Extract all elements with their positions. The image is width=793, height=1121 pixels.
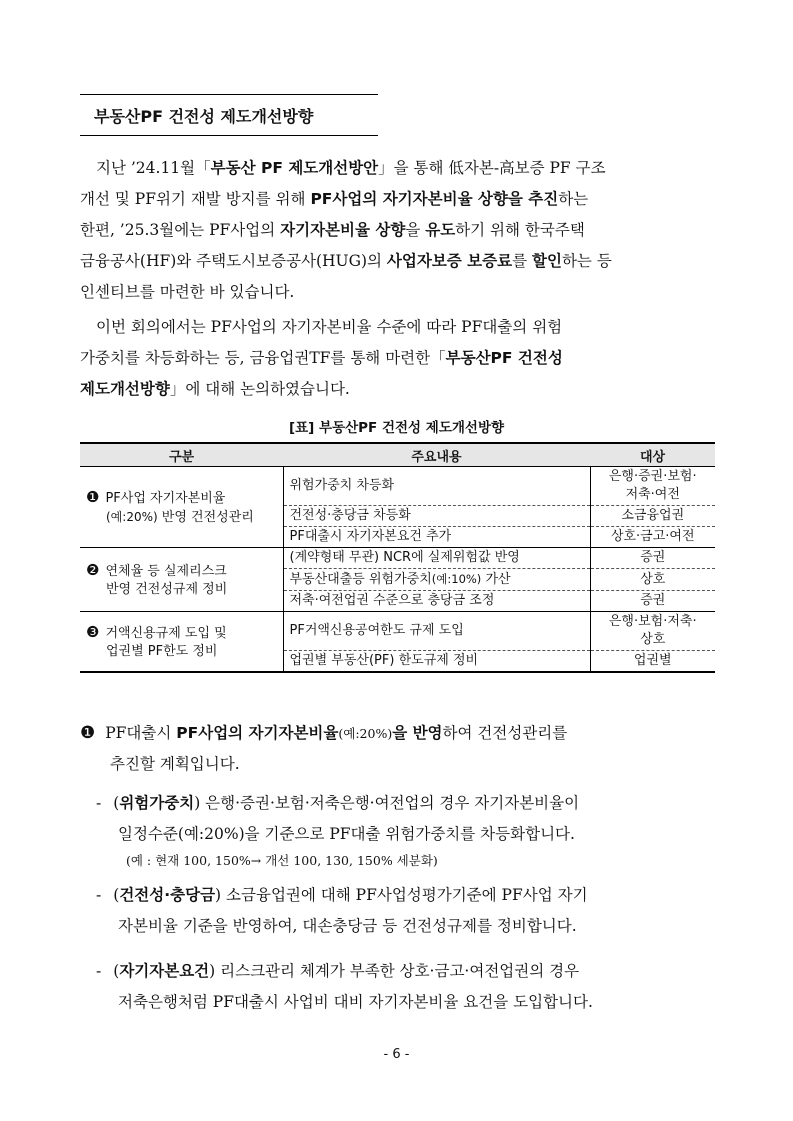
content-cell: 위험가중치 차등화 — [283, 467, 590, 506]
header-content: 주요내용 — [283, 443, 590, 467]
target-cell: 증권 — [590, 591, 715, 612]
content-cell: 업권별 부동산(PF) 한도규제 정비 — [283, 651, 590, 673]
category-cell: ❷ 연체율 등 실제리스크 반영 건전성규제 정비 — [80, 548, 283, 612]
target-cell: 소금융업권 — [590, 506, 715, 527]
content-cell: (계약형태 무관) NCR에 실제위험값 반영 — [283, 548, 590, 569]
target-cell: 은행·보험·저축· 상호 — [590, 612, 715, 651]
content-cell: 건전성·충당금 차등화 — [283, 506, 590, 527]
page-number: - 6 - — [383, 1047, 410, 1062]
dash-item-risk-weight: - (위험가중치) 은행·증권·보험·저축은행·여전업의 경우 자기자본비율이 일정수준(예:20%)을 기준으로 PF대출 위험가중치를 차등화합니다. (예 : 현재 100, 150%→ 개선 100, 130, 150% 세분화) — [96, 794, 580, 868]
target-cell: 은행·증권·보험· 저축·여전 — [590, 467, 715, 506]
section-title: 부동산PF 건전성 제도개선방향 — [80, 94, 378, 136]
category-cell: ❶ PF사업 자기자본비율 (예:20%) 반영 건전성관리 — [80, 467, 283, 548]
table-row — [80, 467, 715, 506]
header-target: 대상 — [590, 443, 715, 467]
dash-item-capital-requirement: - (자기자본요건) 리스크관리 체계가 부족한 상호·금고·여전업권의 경우 저축은행처럼 PF대출시 사업비 대비 자기자본비율 요건을 도입합니다. — [96, 962, 593, 1011]
table-row — [80, 612, 715, 651]
category-cell: ❸ 거액신용규제 도입 및 업권별 PF한도 정비 — [80, 612, 283, 673]
content-cell: 저축·여전업권 수준으로 충당금 조정 — [283, 591, 590, 612]
reform-table — [80, 442, 715, 673]
table-row — [80, 548, 715, 569]
target-cell: 업권별 — [590, 651, 715, 673]
table-header-row — [80, 443, 715, 467]
target-cell: 상호·금고·여전 — [590, 527, 715, 548]
paragraph-meeting: 이번 회의에서는 PF사업의 자기자본비율 수준에 따라 PF대출의 위험 가중치를 차등화하는 등, 금융업권TF를 통해 마련한「부동산PF 건전성 제도개선방향」에 대해 논의하였습니다. — [80, 318, 563, 398]
paragraph-background: 지난 ’24.11월「부동산 PF 제도개선방안」을 통해 低자본-高보증 PF 구조 개선 및 PF위기 재발 방지를 위해 PF사업의 자기자본비율 상향을 추진하는 한편, ’25.3월에는 PF사업의 자기자본비율 상향을 유도하기 위해 한국주택 금융공사(HF)와 주택도시보증공사(HUG)의 사업자보증 보증료를 할인하는 등 인센티브를 마련한 바 있습니다. — [80, 159, 612, 301]
target-cell: 증권 — [590, 548, 715, 569]
content-cell: PF대출시 자기자본요건 추가 — [283, 527, 590, 548]
target-cell: 상호 — [590, 569, 715, 591]
dash-item-soundness: - (건전성·충당금) 소금융업권에 대해 PF사업성평가기준에 PF사업 자기 자본비율 기준을 반영하여, 대손충당금 등 건전성규제를 정비합니다. — [96, 886, 588, 935]
bullet-point-1: ❶ PF대출시 PF사업의 자기자본비율(예:20%)을 반영하여 건전성관리를 추진할 계획입니다. — [80, 723, 568, 773]
header-category: 구분 — [80, 443, 283, 467]
content-cell: 부동산대출등 위험가중치(예:10%) 가산 — [283, 569, 590, 591]
table-caption: [표] 부동산PF 건전성 제도개선방향 — [288, 420, 505, 436]
content-cell: PF거액신용공여한도 규제 도입 — [283, 612, 590, 651]
